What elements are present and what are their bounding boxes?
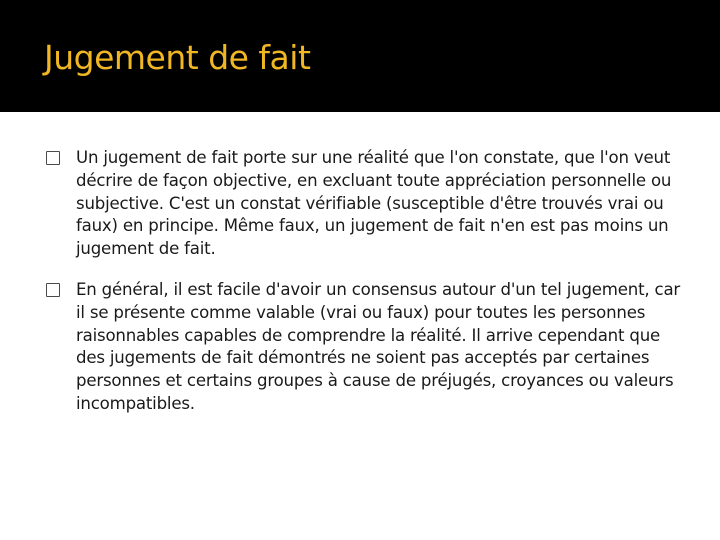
bullet-square-icon: [46, 151, 60, 165]
bullet-square-icon: [46, 283, 60, 297]
slide-content: [46, 147, 686, 416]
bullet-text: En général, il est facile d'avoir un consensus autour d'un tel jugement, car il se présente comme valable (vrai ou faux) pour toutes les personnes raisonnables capables de comprendre la réalité. Il arrive cependant que des jugements de fait démontrés ne soient pas acceptés par certaines personnes et certains groupes à cause de préjugés, croyances ou valeurs incompatibles.: [76, 279, 681, 413]
slide-title: Jugement de fait: [44, 38, 311, 77]
title-band: [0, 0, 720, 112]
bullet-text: Un jugement de fait porte sur une réalité que l'on constate, que l'on veut décrire de façon objective, en excluant toute appréciation personnelle ou subjective. C'est un constat vérifiable (susceptible d'être trouvés vrai ou faux) en principe. Même faux, un jugement de fait n'en est pas moins un jugement de fait.: [76, 148, 672, 259]
bullet-item: [46, 147, 686, 261]
bullet-item: [46, 279, 686, 416]
